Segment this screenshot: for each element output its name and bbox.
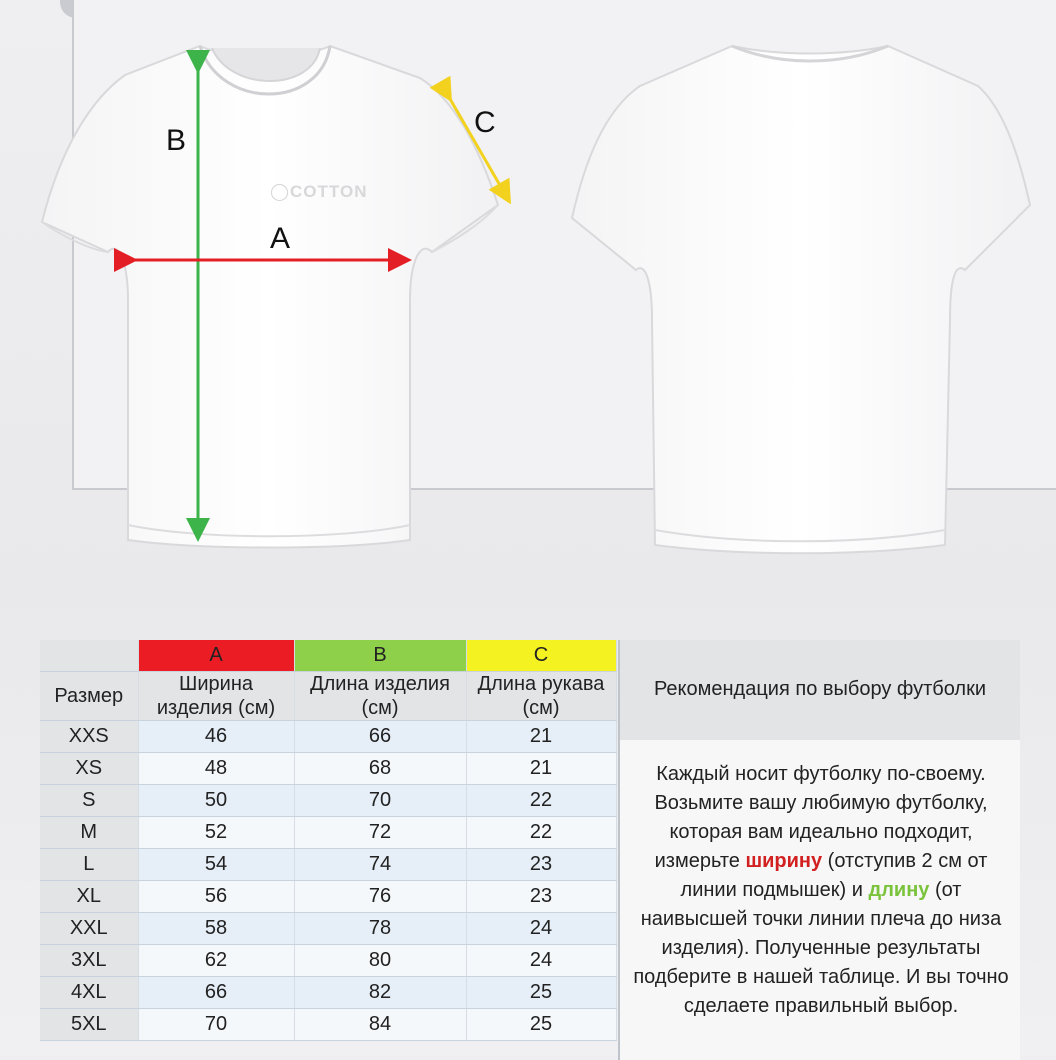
sleeve-cell: 25: [466, 977, 616, 1009]
table-row: [40, 913, 616, 945]
label-a: A: [270, 222, 291, 255]
length-cell: 68: [294, 753, 466, 785]
length-cell: 80: [294, 945, 466, 977]
length-cell: 82: [294, 977, 466, 1009]
front-tshirt: [42, 46, 498, 548]
sleeve-cell: 24: [466, 913, 616, 945]
header-width: Ширина изделия (см): [138, 672, 294, 721]
width-cell: 50: [138, 785, 294, 817]
size-header: Размер: [40, 672, 138, 721]
sleeve-cell: 25: [466, 1009, 616, 1041]
logo-text: COTTON: [290, 182, 368, 201]
table-row: [40, 881, 616, 913]
rec-word-width: ширину: [745, 850, 823, 872]
length-cell: 66: [294, 721, 466, 753]
size-cell: 4XL: [40, 977, 138, 1009]
cotton-logo: [270, 182, 368, 202]
table-row: [40, 817, 616, 849]
table-row: [40, 753, 616, 785]
length-cell: 70: [294, 785, 466, 817]
header-length: Длина изделия (см): [294, 672, 466, 721]
width-cell: 48: [138, 753, 294, 785]
width-cell: 62: [138, 945, 294, 977]
size-cell: XXL: [40, 913, 138, 945]
sleeve-cell: 21: [466, 753, 616, 785]
length-cell: 76: [294, 881, 466, 913]
table-letter-row: [40, 640, 616, 672]
width-cell: 46: [138, 721, 294, 753]
size-cell: XXS: [40, 721, 138, 753]
recommendation-text: [626, 760, 1016, 1021]
sleeve-cell: 21: [466, 721, 616, 753]
length-cell: 78: [294, 913, 466, 945]
col-letter-c: C: [466, 640, 616, 672]
col-letter-a: A: [138, 640, 294, 672]
length-cell: 72: [294, 817, 466, 849]
blank-cell: [40, 640, 138, 672]
label-c: C: [474, 106, 496, 139]
sleeve-cell: 24: [466, 945, 616, 977]
size-cell: XS: [40, 753, 138, 785]
label-b: B: [166, 124, 187, 157]
rec-text-part-2: (отступив 2 см от линии подмышек) и: [680, 850, 988, 901]
width-cell: 54: [138, 849, 294, 881]
size-cell: 3XL: [40, 945, 138, 977]
logo-mark: ◯: [270, 182, 291, 201]
size-cell: 5XL: [40, 1009, 138, 1041]
table-row: [40, 849, 616, 881]
recommendation-panel: [618, 640, 1020, 1060]
length-cell: 74: [294, 849, 466, 881]
size-cell: S: [40, 785, 138, 817]
sleeve-cell: 23: [466, 881, 616, 913]
length-cell: 84: [294, 1009, 466, 1041]
width-cell: 52: [138, 817, 294, 849]
table-row: [40, 785, 616, 817]
sleeve-cell: 22: [466, 817, 616, 849]
size-table: [40, 640, 617, 1041]
table-row: [40, 1009, 616, 1041]
width-cell: 58: [138, 913, 294, 945]
width-cell: 56: [138, 881, 294, 913]
rec-text-part-3: (от наивысшей точки линии плеча до низа изделия). Полученные результаты подберите в нашей таблице. И вы точно сделаете правильный выбор.: [633, 879, 1009, 1017]
table-row: [40, 721, 616, 753]
width-cell: 66: [138, 977, 294, 1009]
col-letter-b: B: [294, 640, 466, 672]
size-cell: XL: [40, 881, 138, 913]
width-cell: 70: [138, 1009, 294, 1041]
recommendation-title: Рекомендация по выбору футболки: [620, 640, 1020, 740]
size-cell: L: [40, 849, 138, 881]
size-cell: M: [40, 817, 138, 849]
sleeve-cell: 23: [466, 849, 616, 881]
sleeve-cell: 22: [466, 785, 616, 817]
table-header-row: [40, 672, 616, 721]
header-sleeve: Длина рукава (см): [466, 672, 616, 721]
rec-text-part-1: Каждый носит футболку по-своему. Возьмите вашу любимую футболку, которая вам идеально подходит, измерьте: [654, 763, 988, 872]
rec-word-length: длину: [868, 879, 930, 901]
back-tshirt: [572, 46, 1030, 553]
table-row: [40, 977, 616, 1009]
table-row: [40, 945, 616, 977]
